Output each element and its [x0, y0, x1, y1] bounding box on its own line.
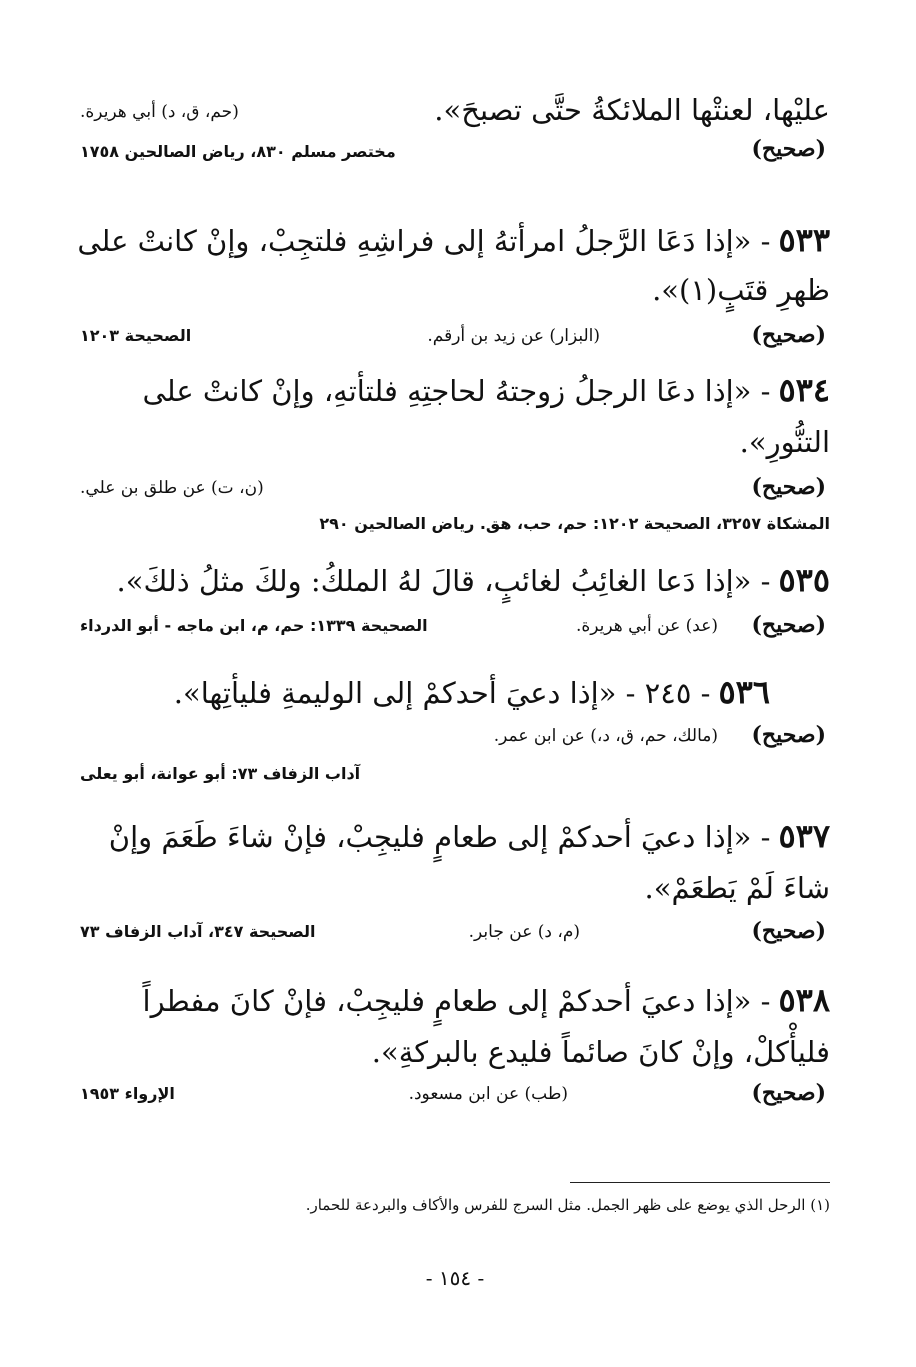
- hadith-text: - ٢٤٥ - «إذا دعيَ أحدكمْ إلى الوليمةِ فليأتِها».: [173, 676, 711, 710]
- grade-row-535: [80, 612, 830, 648]
- grade-row-533: [80, 322, 830, 358]
- grade-label: (صحيح): [751, 612, 826, 638]
- hadith-text: - «إذا دعَا الرجلُ زوجتهُ لحاجتِهِ فلتأتهِ، وإنْ كانتْ على: [142, 374, 771, 408]
- page-number: - ١٥٤ -: [425, 1266, 485, 1290]
- hadith-537-line-2: شاءَ لَمْ يَطعَمْ».: [644, 871, 830, 905]
- reference-534: المشكاة ٣٢٥٧، الصحيحة ١٢٠٢: حم، حب، هق. رياض الصالحين ٢٩٠: [319, 514, 830, 533]
- grade-label: (صحيح): [751, 918, 826, 944]
- grade-label: (صحيح): [751, 1080, 826, 1106]
- hadith-text: - «إذا دعيَ أحدكمْ إلى طعامٍ فليجِبْ، فإنْ شاءَ طَعَمَ وإنْ: [108, 820, 771, 854]
- hadith-534-line-1: [80, 368, 830, 413]
- hadith-source: (م، د) عن جابر.: [468, 922, 580, 942]
- hadith-532-tail: [80, 88, 830, 132]
- grade-label: (صحيح): [751, 474, 826, 500]
- reference: الصحيحة ١٢٠٣: [80, 326, 192, 345]
- hadith-source: (حم، ق، د) أبي هريرة.: [80, 102, 239, 122]
- grade-label: (صحيح): [751, 322, 826, 348]
- hadith-538-line-1: [80, 978, 830, 1023]
- grade-label: (صحيح): [751, 136, 826, 162]
- book-page: [77, 70, 830, 1300]
- reference: الإرواء ١٩٥٣: [80, 1084, 175, 1103]
- hadith-source: (عد) عن أبي هريرة.: [575, 616, 718, 636]
- hadith-536: [80, 670, 770, 715]
- hadith-538-line-2: فليأْكلْ، وإنْ كانَ صائماً فليدع بالبركةِ».: [371, 1035, 830, 1069]
- hadith-source: (ن، ت) عن طلق بن علي.: [80, 478, 264, 498]
- footnote: (١) الرحل الذي يوضع على ظهر الجمل. مثل السرج للفرس والأكاف والبردعة للحمار.: [305, 1196, 830, 1214]
- grade-label: (صحيح): [751, 722, 826, 748]
- hadith-number: ٥٣٨: [778, 981, 830, 1019]
- hadith-533-line-1: [77, 218, 830, 263]
- hadith-text: - «إذا دَعا الغائِبُ لغائبٍ، قالَ لهُ الملكُ: ولكَ مثلُ ذلكَ».: [116, 564, 771, 598]
- grade-row-538: [80, 1080, 830, 1116]
- hadith-text: - «إذا دعيَ أحدكمْ إلى طعامٍ فليجِبْ، فإنْ كانَ مفطراً: [142, 984, 771, 1018]
- hadith-text: - «إذا دَعَا الرَّجلُ امرأتهُ إلى فراشِهِ فلتجِبْ، وإنْ كانتْ على: [77, 224, 771, 258]
- footnote-divider: [570, 1182, 830, 1183]
- reference-536: آداب الزفاف ٧٣: أبو عوانة، أبو يعلى: [80, 764, 361, 783]
- hadith-number: ٥٣٦: [718, 673, 770, 711]
- reference: الصحيحة ٣٤٧، آداب الزفاف ٧٣: [80, 922, 316, 941]
- hadith-533-line-2: ظهرِ قتَبٍ(١)».: [652, 273, 830, 307]
- grade-row-537: [80, 918, 830, 954]
- hadith-number: ٥٣٣: [778, 221, 830, 259]
- grade-row-532: [80, 136, 830, 172]
- hadith-number: ٥٣٥: [778, 561, 830, 599]
- reference: مختصر مسلم ٨٣٠، رياض الصالحين ١٧٥٨: [80, 142, 396, 161]
- hadith-537-line-1: [80, 814, 830, 859]
- hadith-number: ٥٣٤: [778, 371, 830, 409]
- reference: الصحيحة ١٣٣٩: حم، م، ابن ماجه - أبو الدرداء: [80, 616, 428, 635]
- hadith-text: عليْها، لعنتْها الملائكةُ حتَّى تصبحَ».: [434, 93, 830, 127]
- grade-row-536: [80, 722, 830, 758]
- grade-row-534: [80, 474, 830, 510]
- hadith-source: (طب) عن ابن مسعود.: [408, 1084, 568, 1104]
- hadith-number: ٥٣٧: [778, 817, 830, 855]
- hadith-source: (البزار) عن زيد بن أرقم.: [427, 326, 600, 346]
- hadith-534-line-2: التنُّورِ».: [739, 425, 830, 459]
- hadith-535: [80, 558, 830, 603]
- hadith-source: (مالك، حم، ق، د،) عن ابن عمر.: [493, 726, 718, 746]
